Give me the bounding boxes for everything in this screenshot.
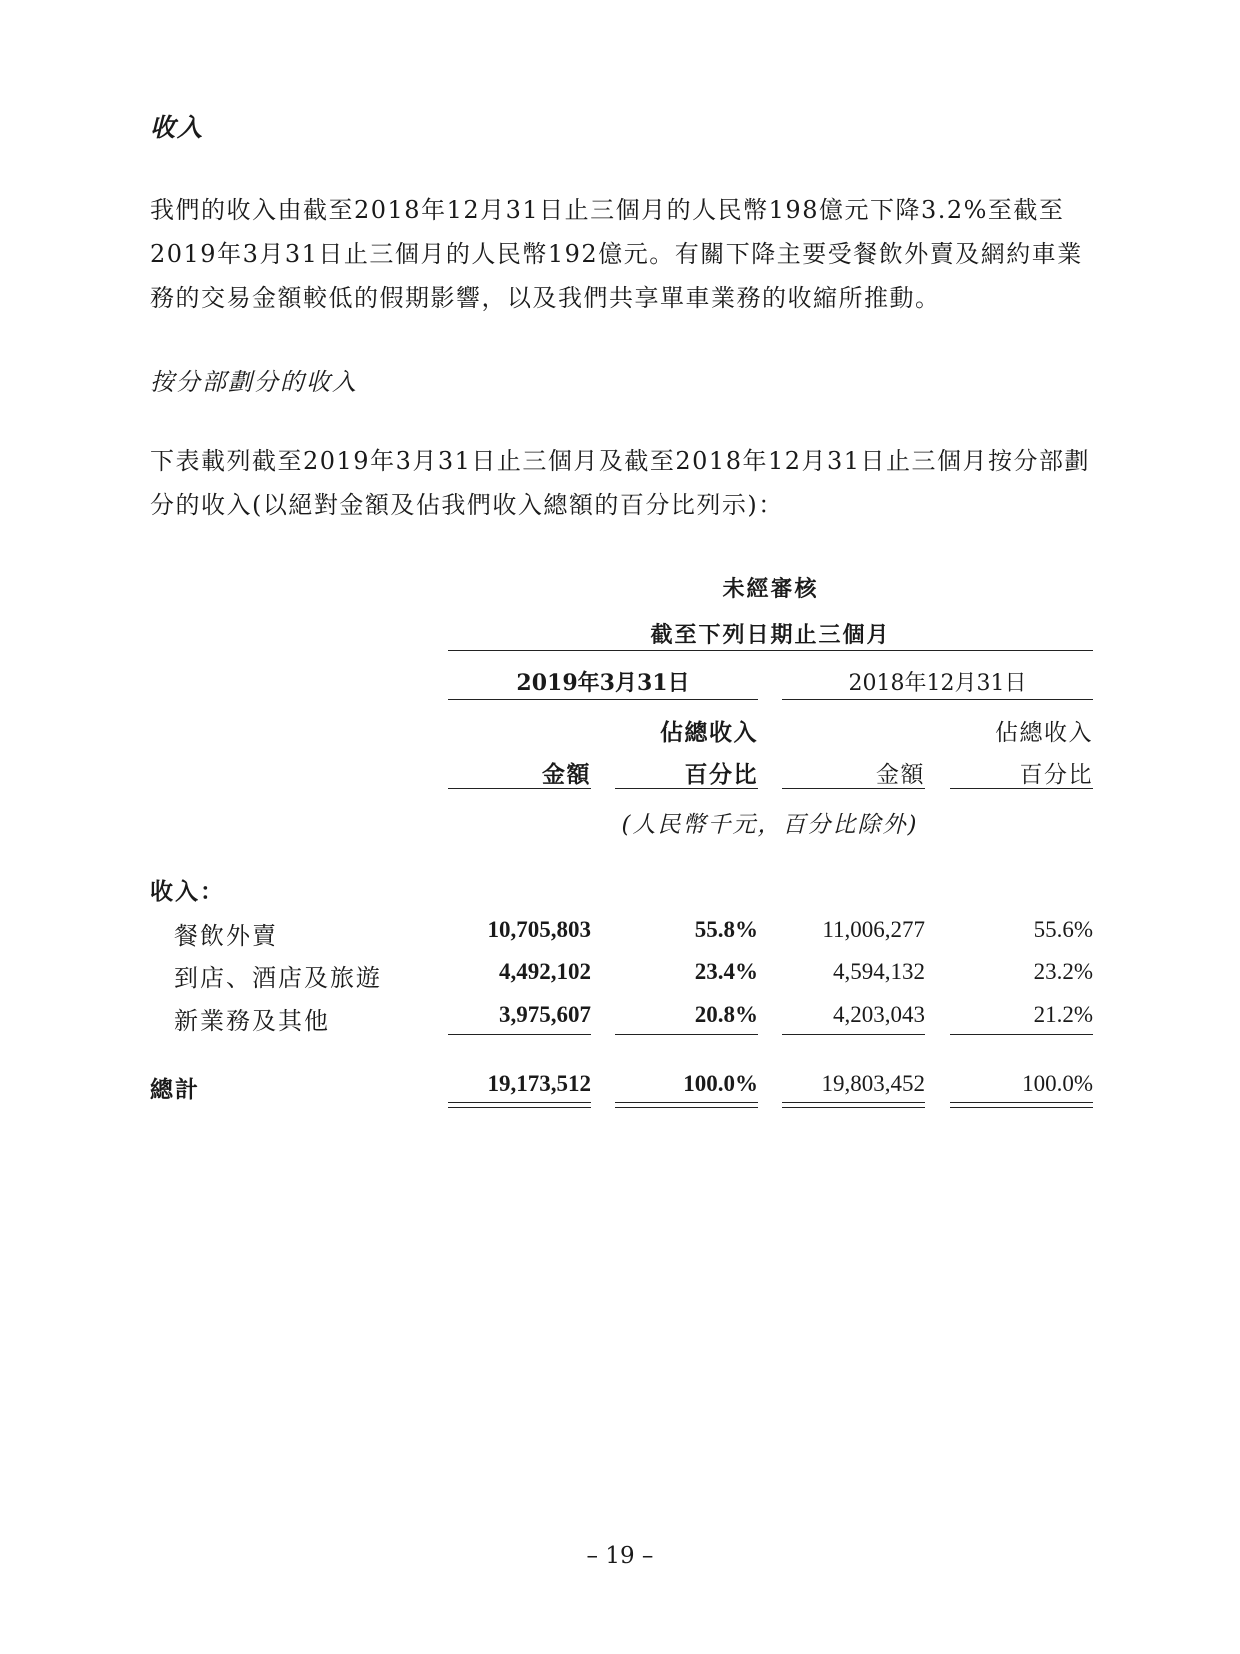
amt-2019-food-delivery: 10,705,803 xyxy=(487,917,591,942)
pct-2018-new-initiatives: 21.2% xyxy=(1033,1002,1093,1027)
date-2018-rule xyxy=(782,699,1093,700)
amt-2019-instore-hotel-travel: 4,492,102 xyxy=(499,959,591,984)
pct-2019-food-delivery: 55.8% xyxy=(694,917,758,942)
amt-2019-new-initiatives: 3,975,607 xyxy=(499,1002,591,1027)
pct-2018-food-delivery: 55.6% xyxy=(1033,917,1093,942)
amt-2018-food-delivery: 11,006,277 xyxy=(822,917,925,942)
header-unaudited: 未經審核 xyxy=(722,577,819,602)
col-rule-3 xyxy=(782,788,925,789)
page-number: – 19 – xyxy=(586,1543,654,1569)
total-double-rule-1a xyxy=(448,1102,591,1103)
pct-2019-instore-hotel-travel: 23.4% xyxy=(694,959,758,984)
col-amount-2018: 金額 xyxy=(876,762,925,788)
total-double-rule-4a xyxy=(950,1102,1093,1103)
section-heading: 收入 xyxy=(150,113,205,142)
pct-2018-total: 100.0% xyxy=(1022,1071,1093,1096)
row-label-new-initiatives: 新業務及其他 xyxy=(174,1007,330,1035)
total-label: 總計 xyxy=(150,1077,200,1103)
total-double-rule-3a xyxy=(782,1102,925,1103)
pct-2019-total: 100.0% xyxy=(683,1071,758,1096)
date-2019-rule xyxy=(448,699,758,700)
row-label-instore-hotel-travel: 到店、酒店及旅遊 xyxy=(174,964,382,992)
unit-note: (人民幣千元，百分比除外) xyxy=(621,812,919,838)
table-intro-paragraph: 下表載列截至2019年3月31日止三個月及截至2018年12月31日止三個月按分部劃分的收入(以絕對金額及佔我們收入總額的百分比列示)： xyxy=(150,447,1091,519)
pct-2018-instore-hotel-travel: 23.2% xyxy=(1033,959,1093,984)
col-pct-2019-line1: 佔總收入 xyxy=(660,720,758,746)
amt-2018-total: 19,803,452 xyxy=(821,1071,925,1096)
total-double-rule-2a xyxy=(615,1102,758,1103)
col-pct-2018-line2: 百分比 xyxy=(1019,762,1093,788)
total-double-rule-2b xyxy=(615,1107,758,1108)
amt-2019-total: 19,173,512 xyxy=(487,1071,591,1096)
header-rule xyxy=(448,650,1093,651)
pct-2019-new-initiatives: 20.8% xyxy=(694,1002,758,1027)
amt-2018-instore-hotel-travel: 4,594,132 xyxy=(833,959,925,984)
subtotal-rule-3 xyxy=(782,1034,925,1035)
col-pct-2019-line2: 百分比 xyxy=(684,762,758,788)
amt-2018-new-initiatives: 4,203,043 xyxy=(833,1002,925,1027)
total-double-rule-3b xyxy=(782,1107,925,1108)
row-label-food-delivery: 餐飲外賣 xyxy=(174,922,278,950)
date-2019-header: 2019年3月31日 xyxy=(516,670,690,696)
subtotal-rule-2 xyxy=(615,1034,758,1035)
date-2018-header: 2018年12月31日 xyxy=(848,671,1027,696)
intro-paragraph: 我們的收入由截至2018年12月31日止三個月的人民幣198億元下降3.2%至截至2019年3月31日止三個月的人民幣192億元。有關下降主要受餐飲外賣及網約車業務的交易金額較低的假期影響，以及我們共享單車業務的收縮所推動。 xyxy=(150,196,1083,312)
total-double-rule-1b xyxy=(448,1107,591,1108)
total-double-rule-4b xyxy=(950,1107,1093,1108)
header-period: 截至下列日期止三個月 xyxy=(650,623,891,648)
subtotal-rule-4 xyxy=(950,1034,1093,1035)
col-amount-2019: 金額 xyxy=(542,762,591,788)
col-rule-1 xyxy=(448,788,591,789)
sub-heading: 按分部劃分的收入 xyxy=(150,368,358,396)
col-pct-2018-line1: 佔總收入 xyxy=(995,720,1093,746)
col-rule-2 xyxy=(615,788,758,789)
col-rule-4 xyxy=(950,788,1093,789)
subtotal-rule-1 xyxy=(448,1034,591,1035)
revenue-section-label: 收入： xyxy=(150,879,225,905)
